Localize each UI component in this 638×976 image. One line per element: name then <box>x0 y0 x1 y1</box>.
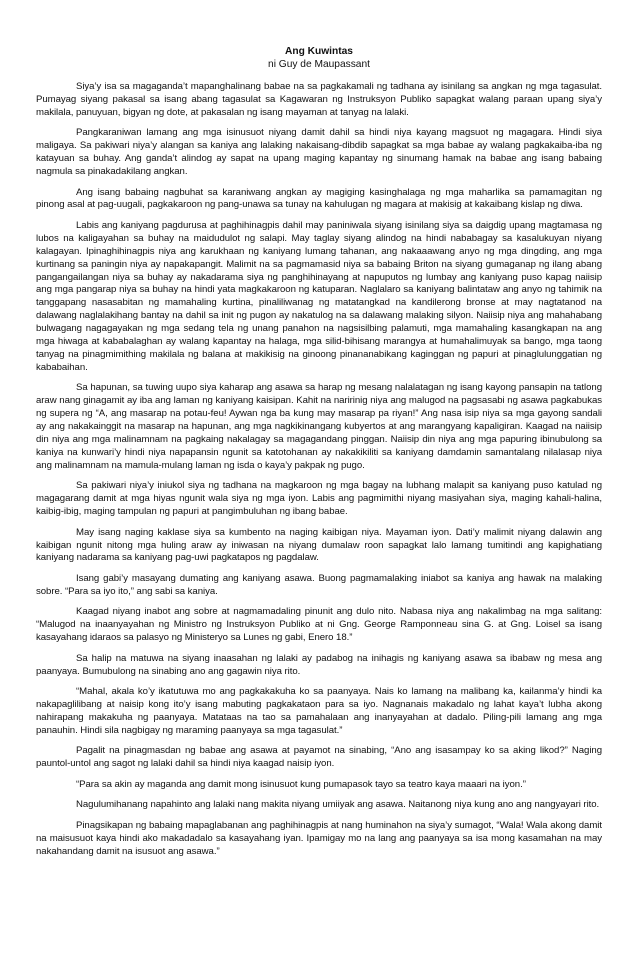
paragraph-2: Pangkaraniwan lamang ang mga isinusuot niyang damit dahil sa hindi niya kayang magsuot ng magagara. Hindi siya maligaya. Sa pakiwari niya’y alangan sa kaniya ang lalaking nakaisang-dibdib sapagkat sa mga babae ay walang pagkakaiba-iba ng katayuan sa buhay. Ang ganda’t alindog ay sapat na upang maging kapantay ng sinumang hamak na babae ang isang babaing nagmula sa pinakadakilang angkan. <box>36 127 602 178</box>
paragraph-6: Sa pakiwari niya’y iniukol siya ng tadhana na magkaroon ng mga bagay na lubhang malapit sa kaniyang puso katulad ng magagarang damit at mga hiyas ngunit wala siya ng mga iyon. Labis ang pagmimithi niyang masiyahan siya, maging kahali-halina, kaibig-ibig, maging tampulan ng papuri at pangimbuluhan ng ibang babae. <box>36 480 602 518</box>
paragraph-8: Isang gabi’y masayang dumating ang kaniyang asawa. Buong pagmamalaking iniabot sa kaniya ang hawak na malaking sobre. “Para sa iyo ito,” ang sabi sa kaniya. <box>36 572 602 597</box>
document-author: ni Guy de Maupassant <box>268 59 370 70</box>
document-title: Ang Kuwintas <box>285 46 353 57</box>
paragraph-15: Pinagsikapan ng babaing mapaglabanan ang paghihinagpis at nang huminahon na siya’y sumagot, “Wala! Wala akong damit na maisusuot kaya hindi ako makadadalo sa kasayahang iyan. Ipamigay mo na lang ang paanyaya sa isa mong kasamahan na may nakahandang damit na isusuot ang asawa.” <box>36 819 602 857</box>
paragraph-12: Pagalit na pinagmasdan ng babae ang asawa at payamot na sinabing, “Ano ang isasampay ko sa aking likod?” Naging pauntol-untol ang sagot ng lalaki dahil sa hindi niya kaagad naisip iyon. <box>36 745 602 770</box>
paragraph-5: Sa hapunan, sa tuwing uupo siya kaharap ang asawa sa harap ng mesang nalalatagan ng isang kayong pansapin na tatlong araw nang ginagamit ay iba ang laman ng kaniyang kaisipan. Kahit na naririnig niya ang malugod na pagsasabi ng asawa pagkabukas ng supera ng “A, ang masarap na potau-feu! Aywan nga ba kung may masarap pa riyan!” Ang nasa isip niya sa mga gayong sandali ay ang nakakainggit na masarap na hapunan, ang mga nagkikinangang kubyertos at ang marangyang kapaligiran. Kaagad na naiisip din niya ang mga malinamnam na pagkaing nakalagay sa magagandang pinggan. Naiisip din niya ang mga papuring ibinubulong sa kaniya na kunwari’y hindi niya napapansin ngunit sa katotohanan ay nakakikiliti sa kaniyang damdamin samantalang nilalasap niya ang malinamnam na mamula-mulang laman ng isda o kaya’y pakpak ng pugo. <box>36 382 602 471</box>
paragraph-4: Labis ang kaniyang pagdurusa at paghihinagpis dahil may paniniwala siyang isinilang siya sa daigdig upang magtamasa ng lubos na kaligayahan sa buhay na maidudulot ng salapi. May taglay siyang alindog na hindi nababagay sa kasalukuyan niyang kalagayan. Ipinaghihinagpis niya ang karukhaan ng kaniyang lumang tahanan, ang nakaaawang anyo ng mga dingding, ang mga kurtinang sa paningin niya ay napakapangit. Malimit na sa pagmamasid niya sa babaing Briton na siyang gumaganap ng ilang abang pangangailangan niya sa buhay ay nakadarama siya ng panghihinayang at napuputos ng lumbay ang kaniyang puso kapag naiisip ang mga pangarap niya sa buhay na hindi yata magkakaroon ng katuparan. Naglalaro sa kaniyang balintataw ang anyo ng tahimik na tanggapang nasasabitan ng mamahaling kurtina, pinaliliwanag ng matatangkad na kandilerong bronse at may nagtatanod na dalawang naglalakihang bantay na dahil sa init ng pugon ay nakatulog na sa dalawang malaking silyon. Naiisip niya ang mahahabang bulwagang nagagayakan ng mga sedang tela ng unang panahon na nagsisilbing palamuti, mga mamahaling kasangkapan na ang mga hiwaga at kababalaghan ay walang kapantay na halaga, mga silid-bihisang marangya at humahalimuyak sa bango, mga taong tanyag na pinagmimithing makilala ng balana at makikisig na ginoong pinananabikang kaginggan ng papuri at pinaglulunggatian ng kababaihan. <box>36 219 602 373</box>
paragraph-7: May isang naging kaklase siya sa kumbento na naging kaibigan niya. Mayaman iyon. Dati’y malimit niyang dalawin ang kaibigan ngunit nitong mga huling araw ay iniwasan na niyang dumalaw roon sapagkat lalo lamang tumitindi ang kapighatiang kaniyang nadarama sa kaniyang pag-uwi pagkatapos ng pagdalaw. <box>36 526 602 564</box>
paragraph-3: Ang isang babaing nagbuhat sa karaniwang angkan ay magiging kasinghalaga ng mga maharlika sa pamamagitan ng pinong asal at pag-uugali, pagkakaroon ng pang-unawa sa tunay na kahulugan ng magara at makisig at kakaibang kislap ng diwa. <box>36 186 602 211</box>
paragraph-14: Nagulumihanang napahinto ang lalaki nang makita niyang umiiyak ang asawa. Naitanong niya kung ano ang nangyayari rito. <box>76 799 600 811</box>
paragraph-10: Sa halip na matuwa na siyang inaasahan ng lalaki ay padabog na inihagis ng kaniyang asawa sa ibabaw ng mesa ang paanyaya. Bumubulong na sinabing ano ang gagawin niya rito. <box>36 652 602 677</box>
document-body <box>36 81 602 858</box>
paragraph-1: Siya’y isa sa magaganda’t mapanghalinang babae na sa pagkakamali ng tadhana ay isinilang sa angkan ng mga tagasulat. Pumayag siyang pakasal sa isang abang tagasulat sa Kagawaran ng Instruksyon Publiko sapagkat walang paraan upang siya’y makilala, panuyuan, bigyan ng dote, at pakasalan ng isang mayaman at tanyag na lalaki. <box>36 81 602 118</box>
paragraph-9: Kaagad niyang inabot ang sobre at nagmamadaling pinunit ang dulo nito. Nabasa niya ang nakalimbag na mga salitang: “Malugod na inaanyayahan ng Ministro ng Instruksyon Publiko at ni Gng. George Ramponneau sina G. at Gng. Loisel sa isang kasayahang idaraos sa palasyo ng Ministeryo sa Lunes ng gabi, Enero 18.” <box>36 606 602 644</box>
paragraph-11: “Mahal, akala ko’y ikatutuwa mo ang pagkakakuha ko sa paanyaya. Nais ko lamang na malibang ka, kailanma’y hindi ka nakapaglilibang at naisip kong ito’y isang mabuting pagkakataon para sa iyo. Nagnanais makadalo ng lahat kaya’t lubha akong nahirapang makakuha ng paanyaya. Matataas na tao sa pamahalaan ang inanyayahan at dadalo. Piling-pili lamang ang mga panauhin. Hindi sila nagbigay ng maraming paanyaya sa mga tagasulat.” <box>36 686 602 736</box>
paragraph-13: “Para sa akin ay maganda ang damit mong isinusuot kung pumapasok tayo sa teatro kaya maaari na iyon.” <box>76 778 526 790</box>
